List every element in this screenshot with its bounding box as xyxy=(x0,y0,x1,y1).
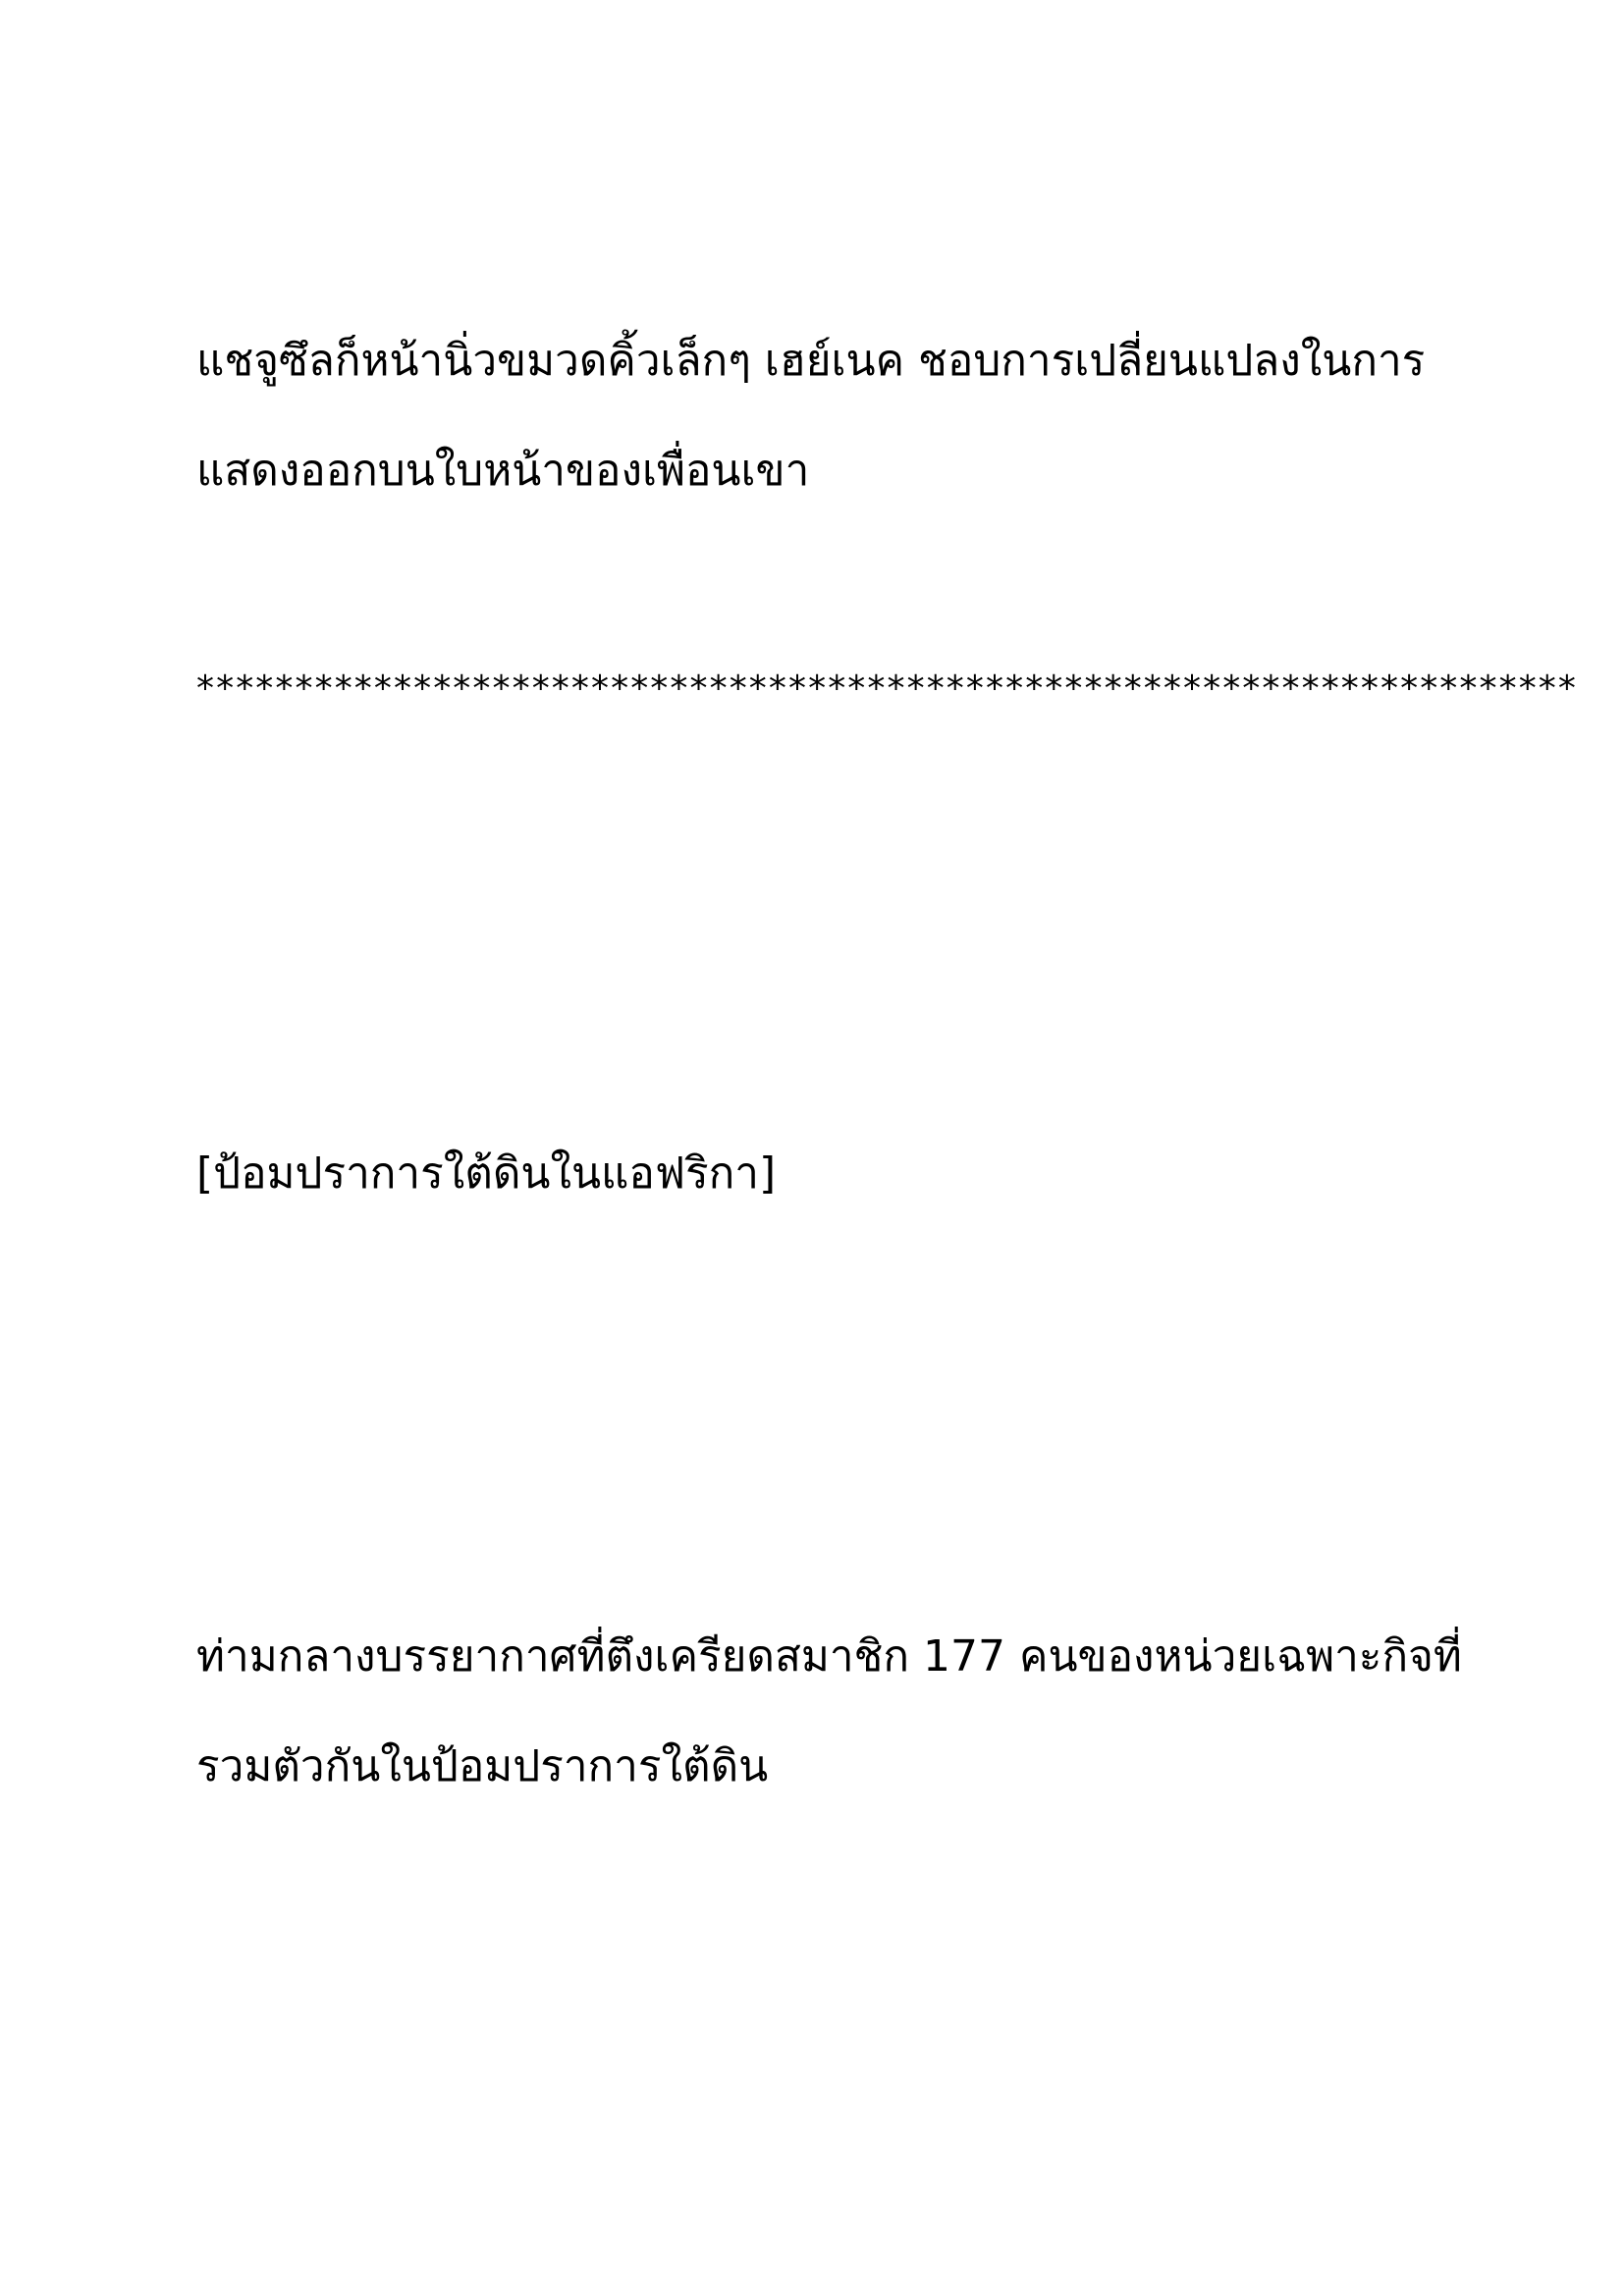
section-heading xyxy=(196,1119,1434,1229)
paragraph-1-line-2: แสดงออกบนใบหน้าของเพื่อนเขา xyxy=(196,446,810,496)
paragraph-2-line-1: ท่ามกลางบรรยากาศที่ตึงเครียดสมาชิก 177 คนของหน่วยเฉพาะกิจที่ xyxy=(196,1631,1462,1682)
paragraph-2-line-2: รวมตัวกันในป้อมปราการใต้ดิน xyxy=(196,1741,769,1791)
paragraph-1-line-1: แชจูซึลก็หน้านิ่วขมวดคิ้วเล็กๆ เฮย์เนค ชอบการเปลี่ยนแปลงในการ xyxy=(196,336,1426,386)
paragraph-2 xyxy=(196,1602,1462,1822)
paragraph-1 xyxy=(196,306,1434,526)
asterisk-separator: ********************************************************************** xyxy=(196,668,1578,709)
section-heading-text: [ป้อมปราการใต้ดินในแอฟริกา] xyxy=(196,1148,777,1199)
